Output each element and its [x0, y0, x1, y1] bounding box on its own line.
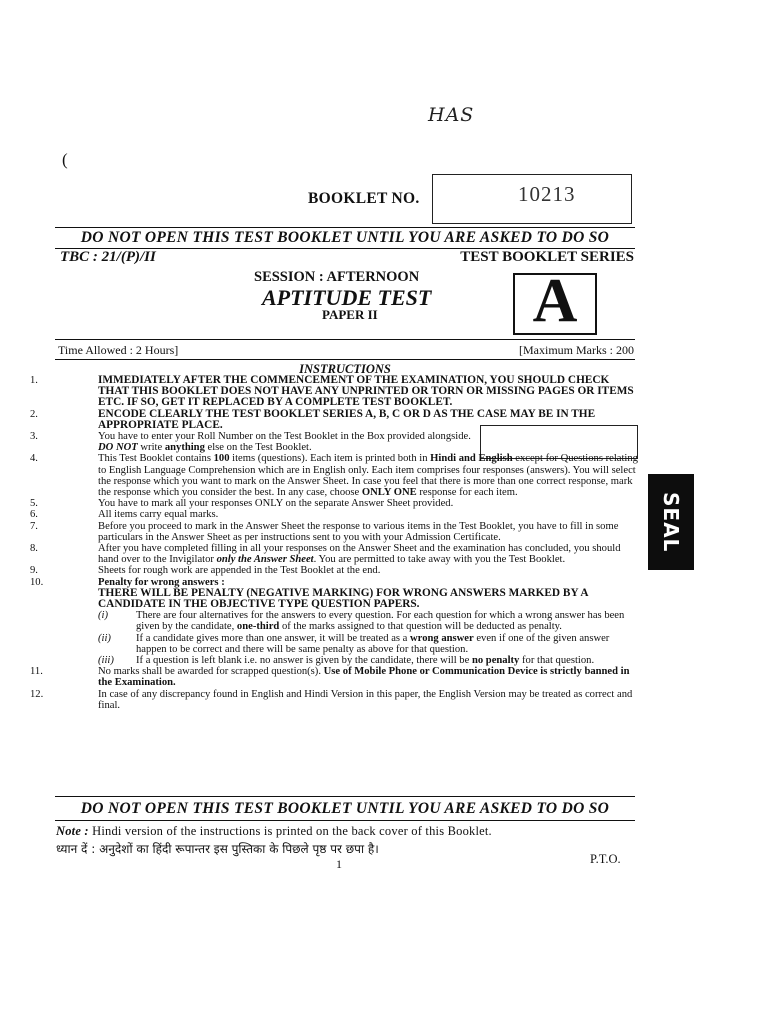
instruction-5	[30, 498, 640, 509]
instructions-list	[30, 375, 640, 711]
item-emphasis: Hindi and English	[430, 453, 513, 465]
item-text: of the marks assigned to that question will be deducted as penalty.	[281, 621, 562, 633]
instruction-1	[30, 375, 640, 409]
note	[56, 824, 636, 839]
item-emphasis: wrong answer	[410, 632, 474, 644]
page-number: 1	[336, 857, 342, 871]
header-rule	[55, 339, 635, 340]
bottom-warning: DO NOT OPEN THIS TEST BOOKLET UNTIL YOU ARE ASKED TO DO SO	[80, 800, 610, 817]
item-text: No marks shall be awarded for scrapped question(s).	[98, 666, 321, 678]
item-number: 1.	[30, 375, 38, 386]
instruction-2	[30, 409, 640, 431]
instruction-3	[30, 431, 473, 453]
item-text: There are four alternatives for the answers to every question. For each question for which a wrong answer has been given by the candidate,	[136, 610, 625, 633]
item-number: 9.	[30, 565, 38, 577]
sub-number: (ii)	[98, 632, 111, 644]
instruction-4	[30, 453, 640, 498]
instruction-12	[30, 689, 640, 711]
item-emphasis: anything	[164, 442, 205, 454]
session-label: SESSION : AFTERNOON	[254, 269, 420, 285]
item-number: 12.	[30, 688, 44, 700]
item-number: 5.	[30, 498, 38, 510]
series-letter: A	[532, 267, 578, 335]
item-text: All items carry equal marks.	[98, 509, 219, 521]
note-text: Hindi version of the instructions is printed on the back cover of this Booklet.	[92, 824, 492, 838]
tbc-code: TBC : 21/(P)/II	[60, 249, 156, 265]
instruction-10	[30, 577, 640, 667]
item-text: After you have completed filling in all your responses on the Answer Sheet and the examination has concluded, you should hand over to the Invigilator	[98, 543, 621, 566]
instruction-6	[30, 509, 640, 520]
item-emphasis: Use of Mobile Phone or Communication Device is strictly banned in the Examination.	[98, 666, 630, 689]
item-text: In case of any discrepancy found in English and Hindi Version in this paper, the English Version may be treated as correct and final.	[98, 688, 633, 711]
top-warning: DO NOT OPEN THIS TEST BOOKLET UNTIL YOU ARE ASKED TO DO SO	[80, 229, 610, 246]
bottom-rule	[55, 796, 635, 797]
hindi-note: ध्यान दें : अनुदेशों का हिंदी रूपान्तर इस पुस्तिका के पिछले पृष्ठ पर छपा है।	[56, 842, 379, 856]
item-text: If a candidate gives more than one answer, it will be treated as a	[136, 632, 408, 644]
item-emphasis: one-third	[236, 621, 280, 633]
instruction-7	[30, 521, 640, 543]
sub-number: (i)	[98, 610, 108, 622]
instruction-11	[30, 666, 640, 688]
item-number: 4.	[30, 453, 38, 465]
booklet-label: BOOKLET NO.	[308, 190, 420, 207]
penalty-rule-ii	[98, 633, 640, 655]
item-text: items (questions). Each item is printed both in	[232, 453, 428, 465]
stray-mark: (	[62, 150, 68, 169]
item-text: You have to enter your Roll Number on the Test Booklet in the Box provided alongside.	[98, 431, 471, 443]
item-number: 7.	[30, 520, 38, 532]
seal-label: SEAL	[659, 491, 683, 553]
bottom-warning-rule	[55, 820, 635, 821]
item-text: even if one of the given answer happen to be correct and there will be same penalty as above for that question.	[136, 632, 610, 655]
test-title: APTITUDE TEST	[262, 285, 432, 310]
pto-label: P.T.O.	[590, 852, 621, 866]
item-emphasis: ONLY ONE	[361, 487, 417, 499]
instructions-heading: INSTRUCTIONS	[299, 362, 391, 376]
item-emphasis: no penalty	[471, 655, 520, 667]
item-text: Sheets for rough work are appended in the Test Booklet at the end.	[98, 565, 381, 577]
booklet-number: 10213	[518, 182, 576, 206]
item-number: 2.	[30, 408, 38, 420]
item-text: write	[140, 442, 163, 454]
item-emphasis: 100	[213, 453, 230, 465]
penalty-heading: Penalty for wrong answers :	[98, 576, 225, 588]
item-emphasis: DO NOT	[98, 442, 138, 454]
instruction-9	[30, 565, 640, 576]
time-allowed: Time Allowed : 2 Hours]	[58, 343, 179, 357]
top-rule	[55, 227, 635, 228]
item-text: else on the Test Booklet.	[207, 442, 312, 454]
item-text: You have to mark all your responses ONLY on the separate Answer Sheet provided.	[98, 498, 454, 510]
item-text: for that question.	[522, 655, 595, 667]
item-text: except for Questions relating to English Language Comprehension which are in English only. Each item comprises four responses (answers). You will select the response which you want to mark on the Answer Sheet. In case you feel that there is more than one correct response, mark the response which you consider the best. In any case, choose	[98, 453, 638, 499]
item-number: 3.	[30, 431, 38, 443]
item-text: . You are permitted to take away with you the Test Booklet.	[313, 554, 566, 566]
sub-number: (iii)	[98, 655, 114, 667]
item-number: 11.	[30, 666, 43, 678]
item-emphasis: only the Answer Sheet	[216, 554, 314, 566]
item-text: Before you proceed to mark in the Answer Sheet the response to various items in the Test Booklet, you have to fill in some particulars in the Answer Sheet as per instructions sent to you with your Admission Certificate.	[98, 520, 619, 543]
item-text: If a question is left blank i.e. no answer is given by the candidate, there will be	[136, 655, 470, 667]
penalty-rule-iii	[98, 655, 640, 666]
item-text: ENCODE CLEARLY THE TEST BOOKLET SERIES A, B, C OR D AS THE CASE MAY BE IN THE APPROPRIATE PLACE.	[98, 407, 596, 431]
max-marks: [Maximum Marks : 200	[519, 343, 634, 357]
handwritten-note: HAS	[428, 104, 475, 126]
item-text: This Test Booklet contains	[98, 453, 211, 465]
item-text: response for each item.	[419, 487, 518, 499]
time-rule	[55, 359, 635, 360]
series-title: TEST BOOKLET SERIES	[460, 249, 634, 265]
penalty-warning: THERE WILL BE PENALTY (NEGATIVE MARKING) FOR WRONG ANSWERS MARKED BY A CANDIDATE IN THE OBJECTIVE TYPE QUESTION PAPERS.	[98, 586, 588, 611]
note-label: Note :	[56, 824, 89, 838]
penalty-rule-i	[98, 610, 640, 632]
item-number: 10.	[30, 576, 44, 588]
instruction-8	[30, 543, 640, 565]
item-number: 8.	[30, 543, 38, 555]
paper-label: PAPER II	[322, 307, 378, 322]
item-text: IMMEDIATELY AFTER THE COMMENCEMENT OF THE EXAMINATION, YOU SHOULD CHECK THAT THIS BOOKLET DOES NOT HAVE ANY UNPRINTED OR TORN OR MISSING PAGES OR ITEMS ETC. IF SO, GET IT REPLACED BY A COMPLETE TEST BOOKLET.	[98, 374, 634, 409]
item-number: 6.	[30, 509, 38, 521]
